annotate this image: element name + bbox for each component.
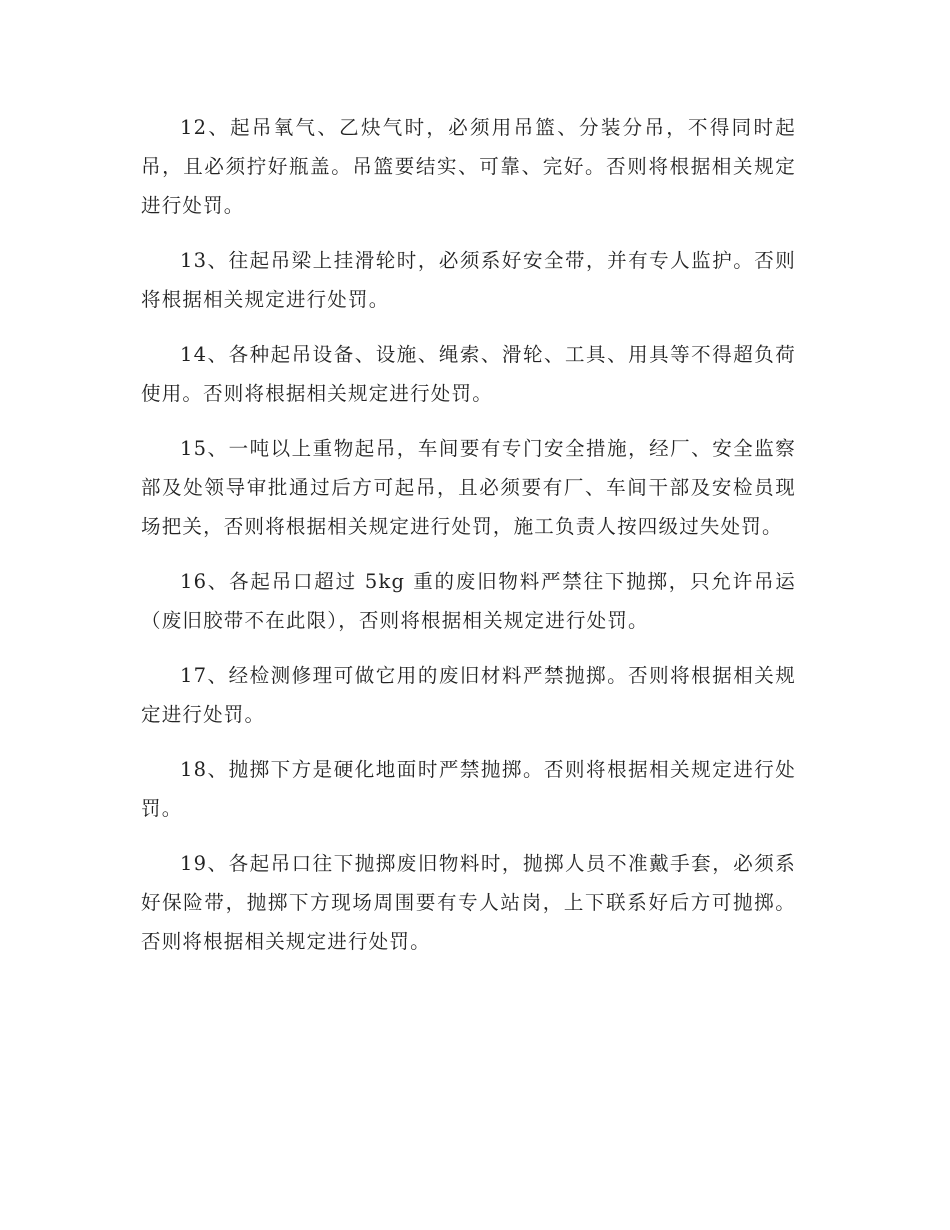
rule-paragraph-15: 15、一吨以上重物起吊，车间要有专门安全措施，经厂、安全监察部及处领导审批通过后方可起吊，且必须要有厂、车间干部及安检员现场把关，否则将根据相关规定进行处罚，施工负责人按四级过失处罚。 <box>141 437 796 538</box>
rule-paragraph-18: 18、抛掷下方是硬化地面时严禁抛掷。否则将根据相关规定进行处罚。 <box>141 758 796 820</box>
rule-paragraph-12: 12、起吊氧气、乙炔气时，必须用吊篮、分装分吊，不得同时起吊，且必须拧好瓶盖。吊篮要结实、可靠、完好。否则将根据相关规定进行处罚。 <box>141 116 796 217</box>
rule-paragraph-14: 14、各种起吊设备、设施、绳索、滑轮、工具、用具等不得超负荷使用。否则将根据相关规定进行处罚。 <box>141 343 796 405</box>
rule-paragraph-17: 17、经检测修理可做它用的废旧材料严禁抛掷。否则将根据相关规定进行处罚。 <box>141 664 796 726</box>
rule-paragraph-13: 13、往起吊梁上挂滑轮时，必须系好安全带，并有专人监护。否则将根据相关规定进行处罚。 <box>141 249 796 311</box>
document-body <box>141 108 796 977</box>
rule-paragraph-16: 16、各起吊口超过 5kg 重的废旧物料严禁往下抛掷，只允许吊运（废旧胶带不在此限），否则将根据相关规定进行处罚。 <box>141 570 796 632</box>
rule-paragraph-19: 19、各起吊口往下抛掷废旧物料时，抛掷人员不准戴手套，必须系好保险带，抛掷下方现场周围要有专人站岗，上下联系好后方可抛掷。否则将根据相关规定进行处罚。 <box>141 852 796 953</box>
